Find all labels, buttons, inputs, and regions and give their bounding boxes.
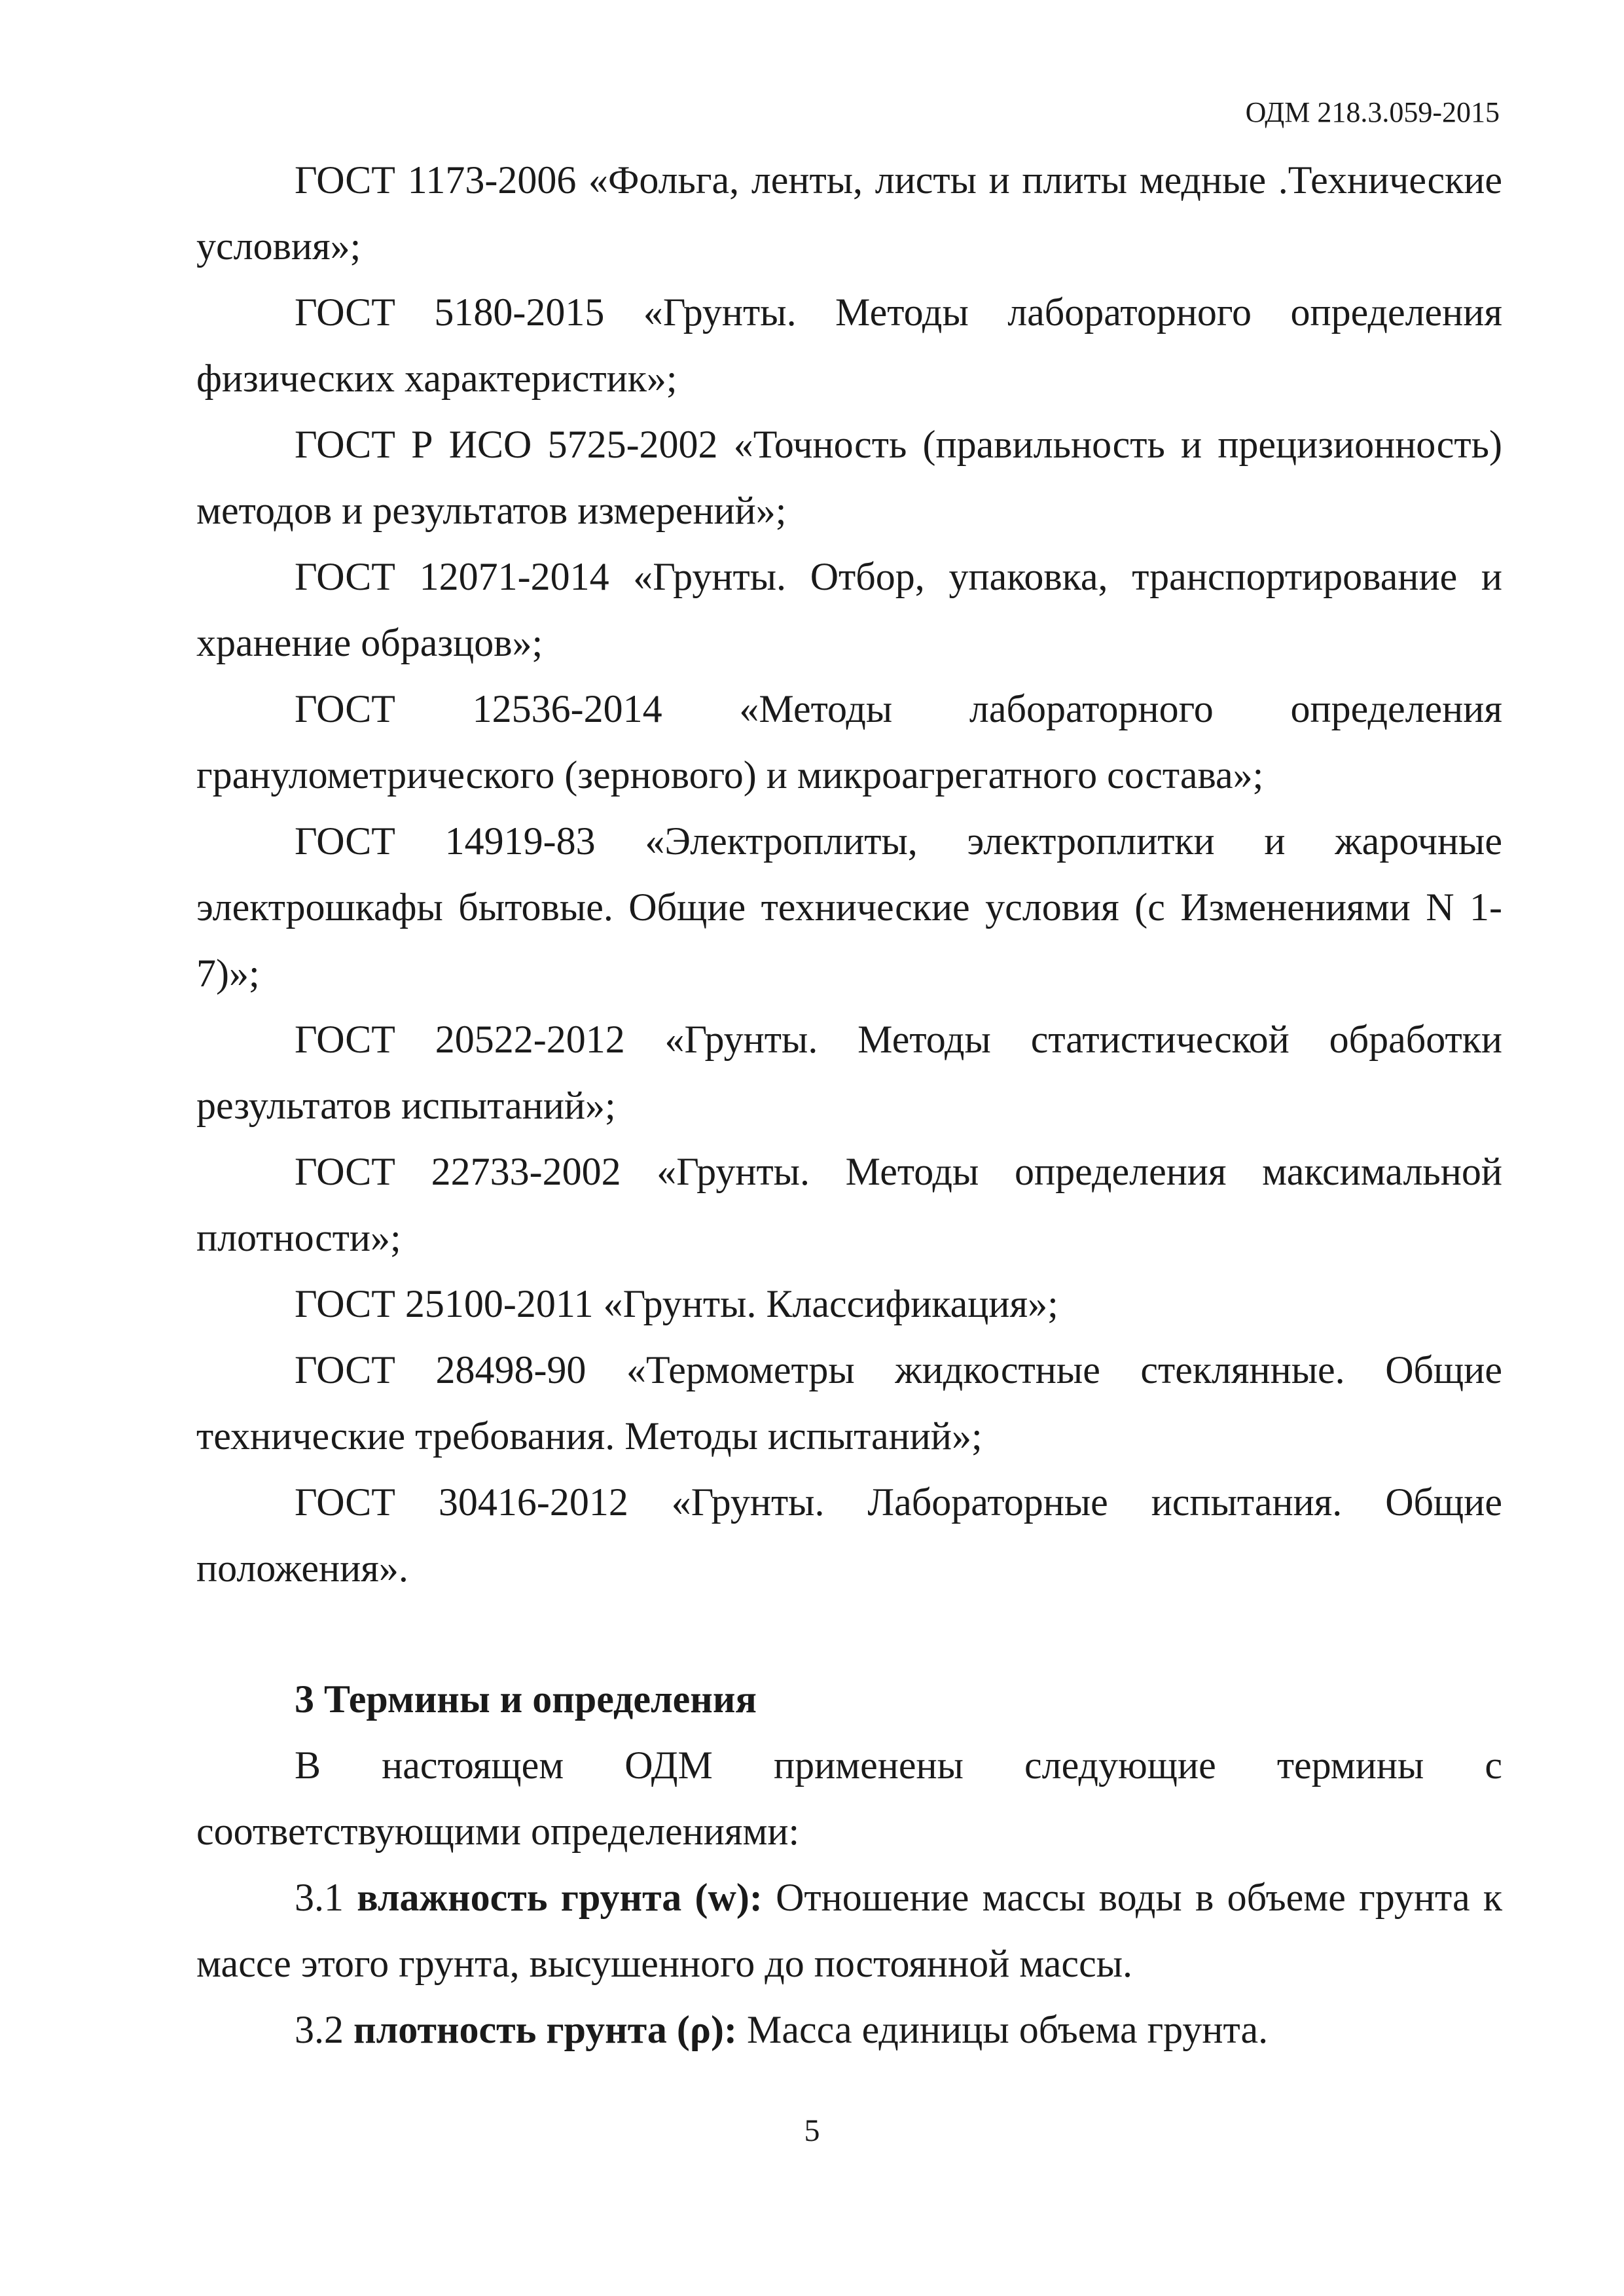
reference-gost-14919: ГОСТ 14919-83 «Электроплиты, электроплитки и жарочные электрошкафы бытовые. Общие технические условия (с Изменениями N 1-7)»; [196,819,1502,995]
reference-gost-5180: ГОСТ 5180-2015 «Грунты. Методы лабораторного определения физических характеристик»; [196,291,1502,400]
reference-gost-r-iso-5725: ГОСТ Р ИСО 5725-2002 «Точность (правильность и прецизионность) методов и результатов измерений»; [196,423,1502,532]
term-text: Масса единицы объема грунта. [746,2008,1269,2051]
term-definition [196,1997,1502,2063]
section-heading: 3 Термины и определения [295,1677,757,1721]
term-definition [196,1865,1502,1997]
reference-gost-12071: ГОСТ 12071-2014 «Грунты. Отбор, упаковка, транспортирование и хранение образцов»; [196,555,1502,664]
reference-gost-30416: ГОСТ 30416-2012 «Грунты. Лабораторные испытания. Общие положения». [196,1480,1502,1590]
reference-gost-25100: ГОСТ 25100-2011 «Грунты. Классификация»; [295,1282,1058,1325]
reference-gost-1173: ГОСТ 1173-2006 «Фольга, ленты, листы и плиты медные .Технические условия»; [196,158,1502,268]
page-number: 5 [804,2113,820,2148]
section-intro: В настоящем ОДМ применены следующие термины с соответствующими определениями: [196,1744,1502,1853]
page-content [196,147,1502,2063]
term-text: Отношение массы воды в объеме грунта к массе этого грунта, высушенного до постоянной массы. [196,1876,1503,1985]
term-number: 3.1 [295,1876,344,1919]
term-number: 3.2 [295,2008,344,2051]
term-name: плотность грунта (ρ): [353,2008,737,2051]
reference-gost-20522: ГОСТ 20522-2012 «Грунты. Методы статистической обработки результатов испытаний»; [196,1018,1502,1127]
reference-gost-22733: ГОСТ 22733-2002 «Грунты. Методы определения максимальной плотности»; [196,1150,1502,1259]
reference-gost-28498: ГОСТ 28498-90 «Термометры жидкостные стеклянные. Общие технические требования. Методы испытаний»; [196,1348,1502,1458]
document-code-header: ОДМ 218.3.059-2015 [1245,96,1500,128]
term-name: влажность грунта (w): [357,1876,763,1919]
reference-gost-12536: ГОСТ 12536-2014 «Методы лабораторного определения гранулометрического (зернового) и микроагрегатного состава»; [196,687,1502,797]
